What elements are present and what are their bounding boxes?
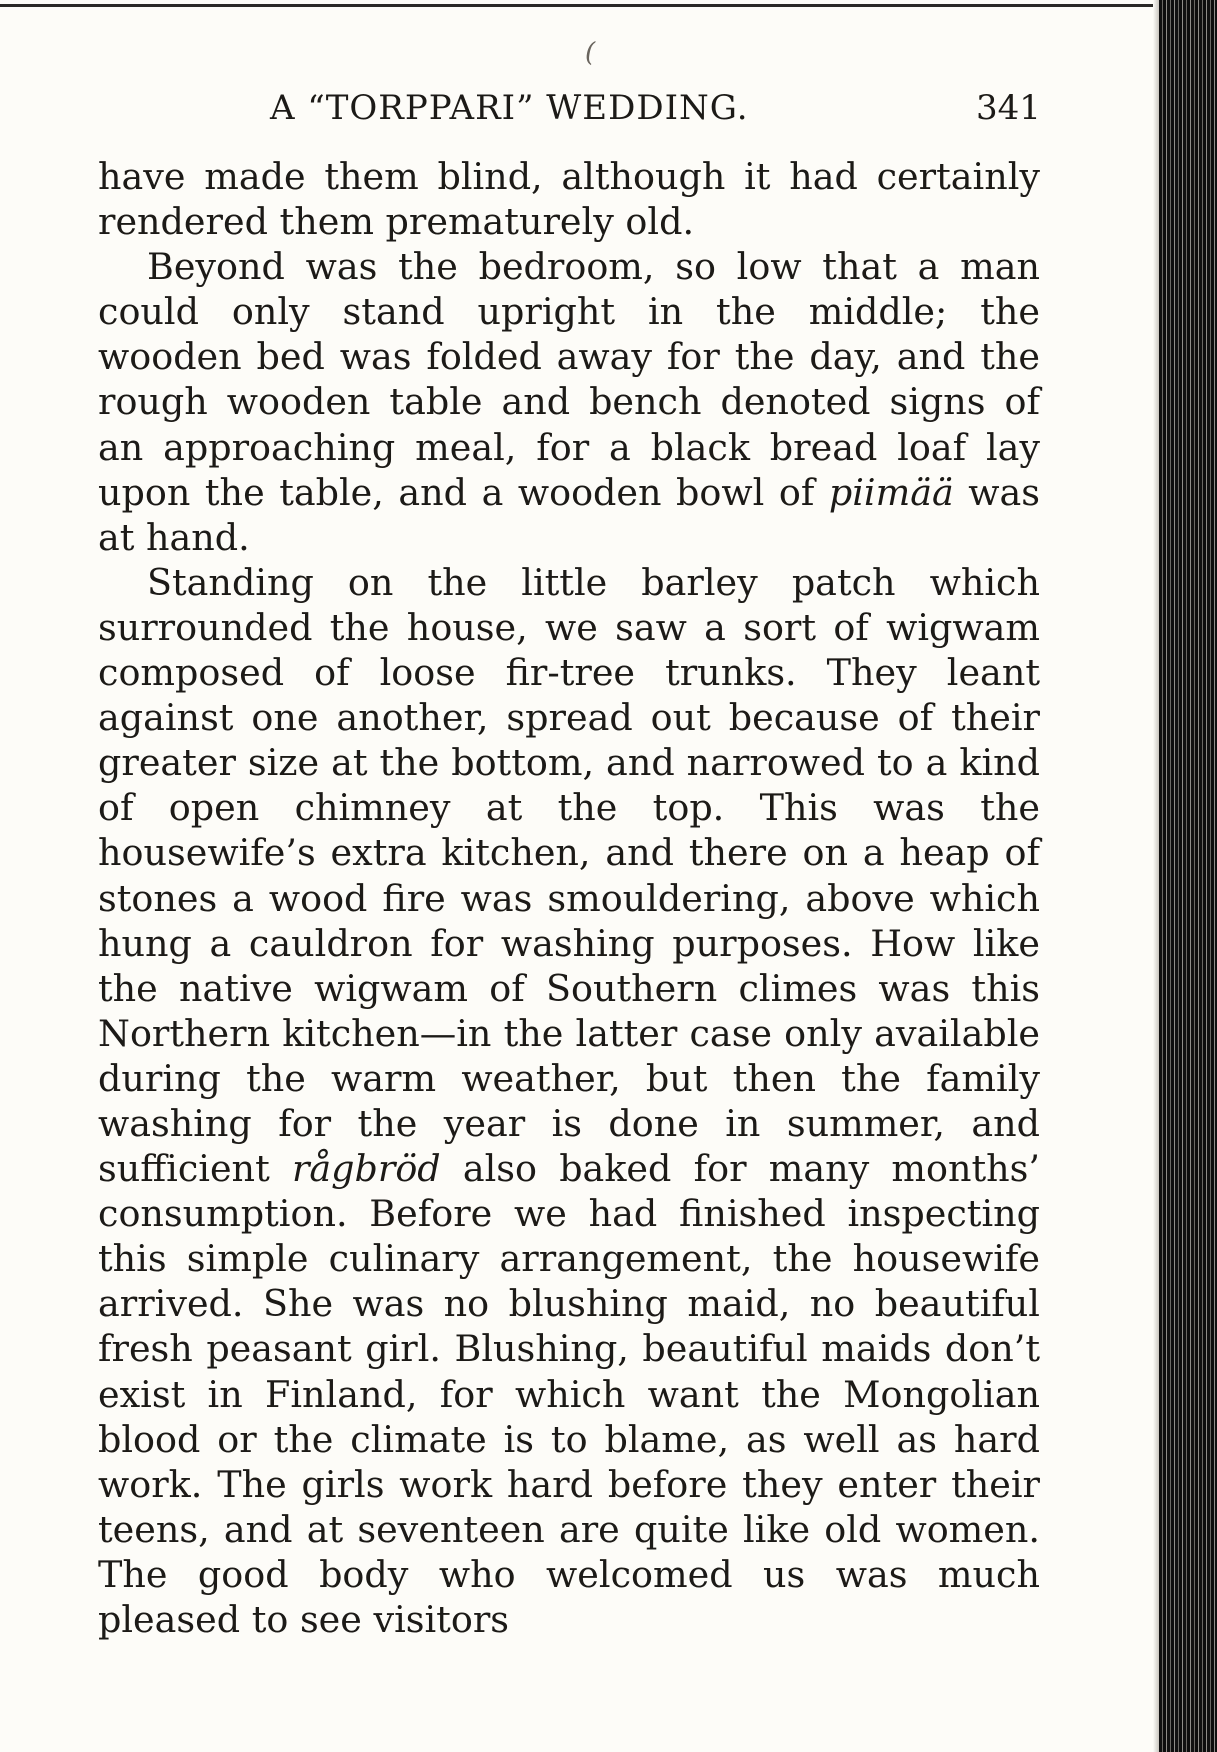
margin-mark: ( [585,38,596,68]
top-edge-rule [0,4,1180,7]
paragraph-1 [98,154,1040,244]
running-title: A “TORPPARI” WEDDING. [270,88,749,128]
paragraph-3 [98,560,1040,1642]
book-binding-edge [1159,0,1217,1752]
page-header [0,88,1217,138]
paragraph-3-text-b: also baked for many months’ consumption. Before we had finished inspecting this simple culinary arrangement, the housewife arrived. She was no blushing maid, no beautiful fresh peasant girl. Blushing, beautiful maids don’t exist in Finland, for which want the Mongolian blood or the climate is to blame, as well as hard work. The girls work hard before they enter their teens, and at seventeen are quite like old women. The good body who welcomed us was much pleased to see visitors [98,1147,1040,1641]
page-number: 341 [976,88,1041,128]
paragraph-2-text-b: was at hand. [98,470,1041,559]
paragraph-3-italic-term: rågbröd [291,1147,441,1191]
paragraph-3-text-a: Standing on the little barley patch which surrounded the house, we saw a sort of wigwam composed of loose fir-tree trunks. They leant against one another, spread out because of their greater size at the bottom, and narrowed to a kind of open chimney at the top. This was the housewife’s extra kitchen, and there on a heap of stones a wood fire was smouldering, above which hung a cauldron for washing purposes. How like the native wigwam of Southern climes was this Northern kitchen—in the latter case only available during the warm weather, but then the family washing for the year is done in summer, and sufficient [98,560,1040,1191]
paragraph-2 [98,244,1040,560]
body-text [98,154,1040,1642]
paragraph-2-italic-term: piimää [828,470,954,514]
paragraph-2-text-a: Beyond was the bedroom, so low that a man could only stand upright in the middle; the wooden bed was folded away for the day, and the rough wooden table and bench denoted signs of an approaching meal, for a black bread loaf lay upon the table, and a wooden bowl of [98,245,1040,514]
paragraph-1-text: have made them blind, although it had certainly rendered them prematurely old. [98,155,1040,244]
